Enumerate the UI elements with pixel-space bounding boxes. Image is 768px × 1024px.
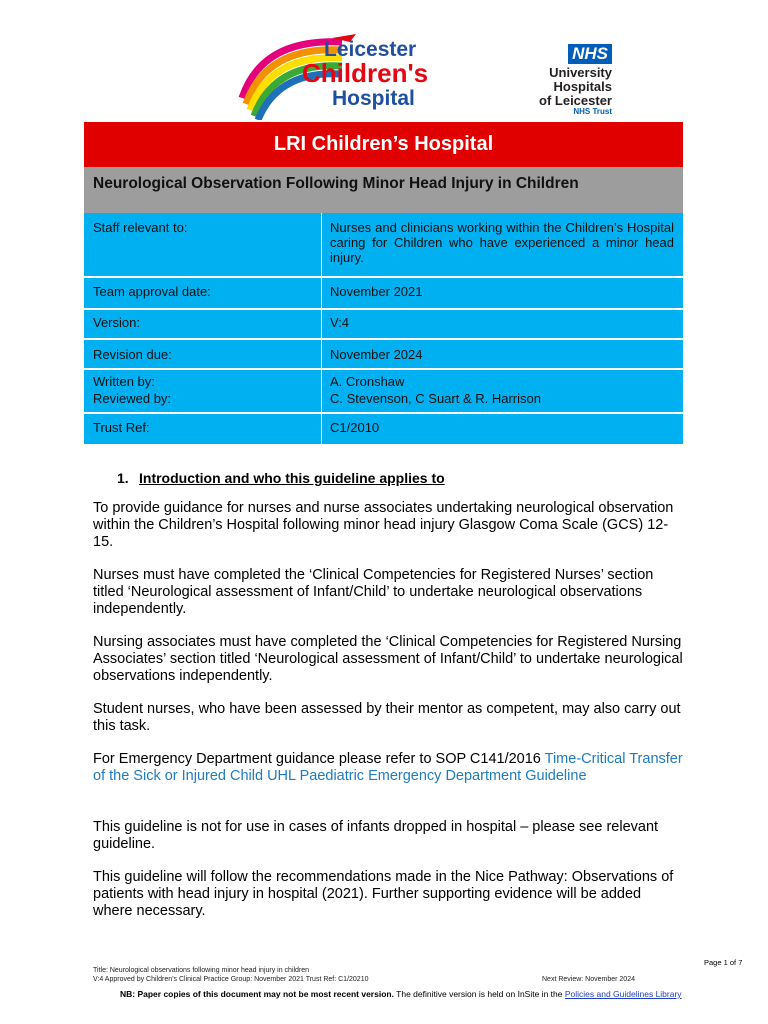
paragraph-nice-pathway: This guideline will follow the recommendations made in the Nice Pathway: Observations of patients with head injury in hospital (2021). Further supporting evidence will be added where necessary. — [93, 869, 674, 919]
document-subtitle: Neurological Observation Following Minor Head Injury in Children — [93, 175, 579, 192]
info-row-revision-due — [84, 340, 683, 368]
info-value: A. Cronshaw — [330, 374, 405, 389]
paragraph-nursing-associates: Nursing associates must have completed the ‘Clinical Competencies for Registered Nursing Associates’ section titled ‘Neurological assessment of Infant/Child’ to undertake neurological observations independently. — [93, 634, 683, 684]
logo-line-1: Leicester — [324, 38, 417, 61]
nhs-badge: NHS — [568, 44, 612, 64]
paragraph-text: For Emergency Department guidance please refer to SOP C141/2016 — [93, 751, 545, 767]
info-label: Reviewed by: — [93, 391, 172, 406]
column-divider — [321, 278, 322, 308]
footer-next-review: Next Review: November 2024 — [542, 976, 635, 983]
section-title: Introduction and who this guideline applies to — [139, 470, 445, 486]
info-label: Revision due: — [93, 347, 172, 362]
info-label: Version: — [93, 315, 140, 330]
logo-line-2: Children's — [302, 58, 429, 88]
column-divider — [321, 340, 322, 368]
paragraph-nurses: Nurses must have completed the ‘Clinical Competencies for Registered Nurses’ section titled ‘Neurological assessment of Infant/Child’ to undertake neurological observations independently. — [93, 567, 654, 617]
subtitle-bar — [84, 167, 683, 213]
nhs-trust-name-3: NHS Trust — [573, 107, 612, 116]
info-row-staff — [84, 213, 683, 276]
info-label: Staff relevant to: — [93, 220, 188, 235]
nhs-trust-name-2: of Leicester — [539, 93, 612, 108]
footer-disclaimer — [120, 989, 682, 999]
footer-title: Title: Neurological observations following minor head injury in children — [93, 967, 310, 974]
info-value: C. Stevenson, C Suart & R. Harrison — [330, 391, 541, 406]
paragraph-student-nurses: Student nurses, who have been assessed by their mentor as competent, may also carry out this task. — [93, 701, 681, 734]
info-row-version — [84, 310, 683, 338]
info-value: Nurses and clinicians working within the Children’s Hospital caring for Children who have experienced a minor head injury. — [330, 220, 674, 265]
paragraph-exclusion: This guideline is not for use in cases of infants dropped in hospital – please see relevant guideline. — [93, 819, 659, 852]
info-row-trust-ref — [84, 414, 683, 444]
document-title: LRI Children’s Hospital — [273, 133, 494, 155]
info-value: November 2024 — [330, 347, 423, 362]
nhs-trust-logo — [488, 44, 628, 116]
section-number: 1. — [117, 470, 129, 486]
footer-approval: V:4 Approved by Children’s Clinical Practice Group: November 2021 Trust Ref: C1/20210 — [93, 976, 369, 983]
title-bar — [84, 122, 683, 167]
childrens-hospital-logo — [232, 28, 442, 120]
info-label: Team approval date: — [93, 284, 211, 299]
disclaimer-text: The definitive version is held on InSite in the — [393, 989, 565, 999]
section-heading — [117, 470, 445, 486]
info-value: C1/2010 — [330, 420, 380, 435]
policies-library-link[interactable]: Policies and Guidelines Library — [564, 989, 682, 999]
info-value: V:4 — [330, 315, 350, 330]
column-divider — [321, 370, 322, 412]
column-divider — [321, 414, 322, 444]
info-label: Written by: — [93, 374, 155, 389]
column-divider — [321, 213, 322, 276]
column-divider — [321, 310, 322, 338]
guideline-link[interactable]: Time-Critical Transfer of the Sick or Injured Child UHL Paediatric Emergency Department Guideline — [93, 751, 683, 784]
info-label: Trust Ref: — [93, 420, 150, 435]
paragraph-purpose: To provide guidance for nurses and nurse associates undertaking neurological observation within the Children’s Hospital following minor head injury Glasgow Coma Scale (GCS) 12-15. — [93, 500, 674, 550]
disclaimer-bold: NB: Paper copies of this document may not be most recent version. — [120, 989, 394, 999]
paragraph-emergency-guidance — [93, 751, 683, 785]
info-value: November 2021 — [330, 284, 423, 299]
info-row-authors — [84, 370, 683, 412]
nhs-trust-name-1: University Hospitals — [549, 65, 612, 94]
logo-line-3: Hospital — [332, 87, 415, 110]
page-number: Page 1 of 7 — [704, 958, 743, 967]
info-row-approval-date — [84, 278, 683, 308]
